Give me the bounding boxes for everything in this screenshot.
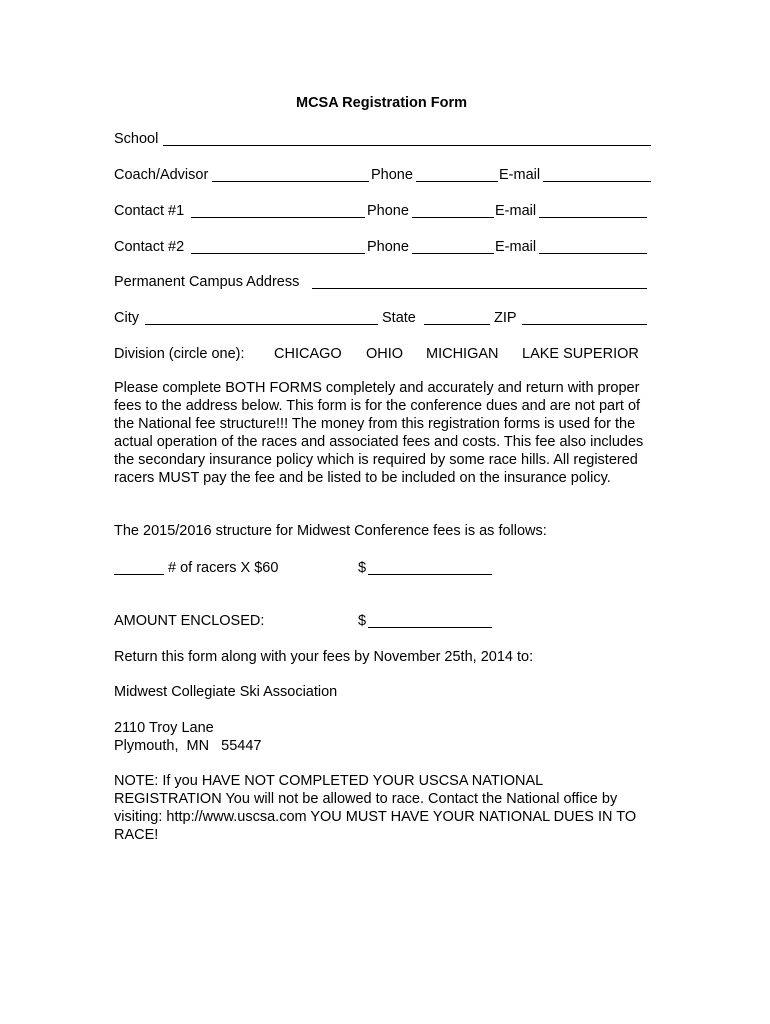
division-michigan[interactable]: MICHIGAN xyxy=(426,346,499,362)
division-chicago[interactable]: CHICAGO xyxy=(274,346,342,362)
contact1-field[interactable] xyxy=(191,217,365,218)
school-label: School xyxy=(114,131,159,147)
division-label: Division (circle one): xyxy=(114,346,245,362)
contact1-email-label: E-mail xyxy=(495,203,537,219)
racers-dollar-sign: $ xyxy=(358,560,367,576)
coach-phone-label: Phone xyxy=(371,167,413,183)
contact1-phone-label: Phone xyxy=(367,203,409,219)
amount-enclosed-field[interactable] xyxy=(368,627,492,628)
campus-address-label: Permanent Campus Address xyxy=(114,274,300,290)
campus-address-field[interactable] xyxy=(312,288,647,289)
amount-enclosed-label: AMOUNT ENCLOSED: xyxy=(114,613,265,629)
division-ohio[interactable]: OHIO xyxy=(366,346,404,362)
coach-field[interactable] xyxy=(212,181,369,182)
page-title: MCSA Registration Form xyxy=(296,95,468,111)
instructions-paragraph: Please complete BOTH FORMS completely and accurately and return with proper fees to the address below. This form is for the conference dues and are not part of the National fee structure!!! The money from this registration forms is used for the actual operation of the races and associated fees and costs. This fee also includes the secondary insurance policy which is required by some race hills. All registered racers MUST pay the fee and be listed to be included on the insurance policy. xyxy=(114,380,644,486)
coach-email-label: E-mail xyxy=(499,167,541,183)
racers-count-field[interactable] xyxy=(114,574,164,575)
contact1-label: Contact #1 xyxy=(114,203,185,219)
state-label: State xyxy=(382,310,416,326)
racers-total-field[interactable] xyxy=(368,574,492,575)
contact1-email-field[interactable] xyxy=(539,217,647,218)
state-field[interactable] xyxy=(424,324,490,325)
address-line-1: 2110 Troy Lane xyxy=(114,720,214,736)
zip-label: ZIP xyxy=(494,310,517,326)
racers-label: # of racers X $60 xyxy=(168,560,279,576)
national-registration-note: NOTE: If you HAVE NOT COMPLETED YOUR USCSA NATIONAL REGISTRATION You will not be allowed to race. Contact the National office by visiting: http://www.uscsa.com YOU MUST HAVE YOUR NATIONAL DUES IN TO RACE! xyxy=(114,773,637,843)
contact2-field[interactable] xyxy=(191,253,365,254)
contact2-phone-field[interactable] xyxy=(412,253,494,254)
contact2-label: Contact #2 xyxy=(114,239,185,255)
coach-email-field[interactable] xyxy=(543,181,651,182)
zip-field[interactable] xyxy=(522,324,647,325)
return-instructions: Return this form along with your fees by November 25th, 2014 to: xyxy=(114,649,534,665)
fee-structure-text: The 2015/2016 structure for Midwest Conference fees is as follows: xyxy=(114,523,547,539)
coach-label: Coach/Advisor xyxy=(114,167,209,183)
coach-phone-field[interactable] xyxy=(416,181,498,182)
city-label: City xyxy=(114,310,139,326)
contact2-phone-label: Phone xyxy=(367,239,409,255)
school-field[interactable] xyxy=(163,145,651,146)
contact2-email-label: E-mail xyxy=(495,239,537,255)
city-field[interactable] xyxy=(145,324,378,325)
division-lake-superior[interactable]: LAKE SUPERIOR xyxy=(522,346,639,362)
contact2-email-field[interactable] xyxy=(539,253,647,254)
organization-name: Midwest Collegiate Ski Association xyxy=(114,684,338,700)
contact1-phone-field[interactable] xyxy=(412,217,494,218)
address-line-2: Plymouth, MN 55447 xyxy=(114,738,262,754)
amount-dollar-sign: $ xyxy=(358,613,367,629)
